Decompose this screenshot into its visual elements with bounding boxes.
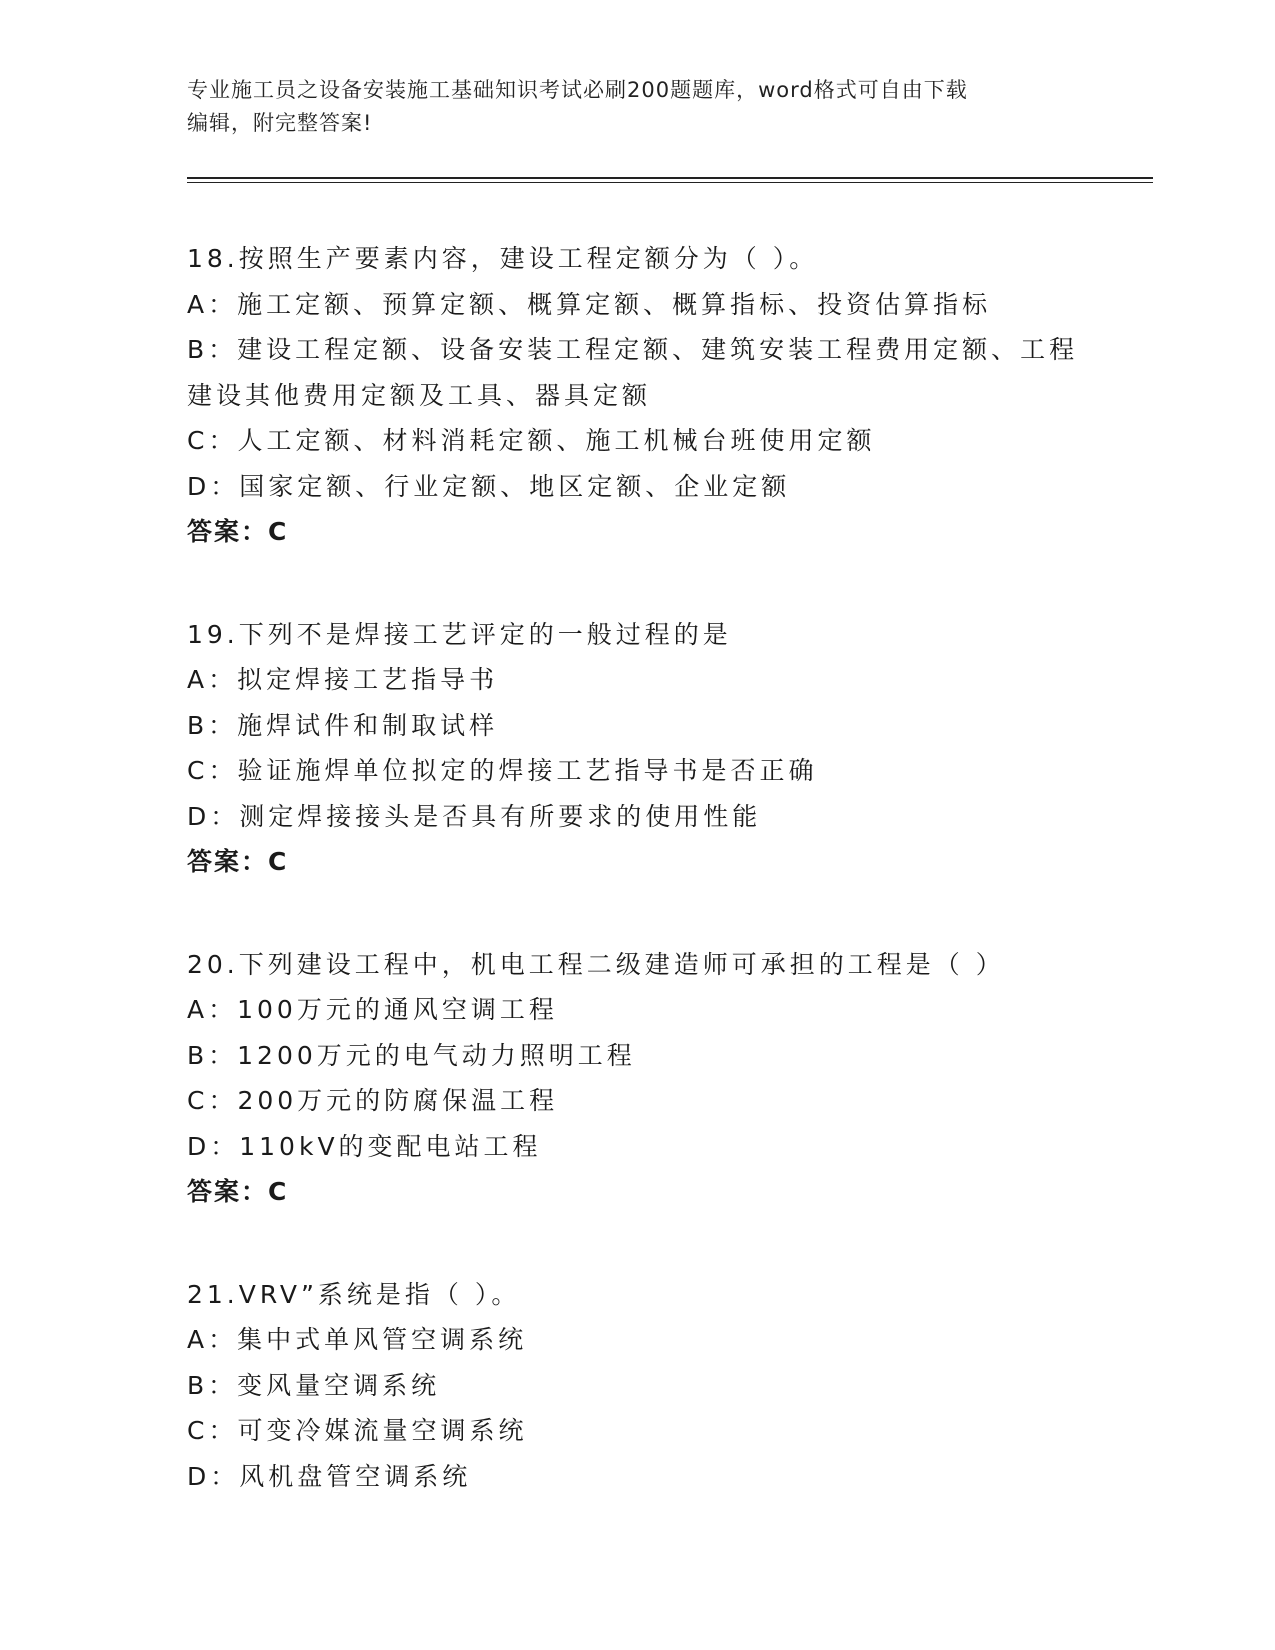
question-18 <box>187 236 1087 555</box>
header-divider-thin <box>187 182 1153 183</box>
header-divider-thick <box>187 177 1153 179</box>
option-b: B：建设工程定额、设备安装工程定额、建筑安装工程费用定额、工程 <box>187 335 1079 364</box>
option-b-continued: 建设其他费用定额及工具、器具定额 <box>187 380 652 410</box>
question-stem: 21.VRV”系统是指（ ）。 <box>187 1279 521 1309</box>
document-header <box>187 74 1087 140</box>
option-a: A：拟定焊接工艺指导书 <box>187 665 499 694</box>
option-d: D：风机盘管空调系统 <box>187 1461 472 1491</box>
option-a: A：集中式单风管空调系统 <box>187 1325 528 1354</box>
option-c: C：可变冷媒流量空调系统 <box>187 1416 528 1445</box>
question-20 <box>187 942 1087 1215</box>
header-title-line-1: 专业施工员之设备安装施工基础知识考试必刷200题题库，word格式可自由下载 <box>187 78 968 102</box>
question-19 <box>187 612 1087 885</box>
question-21 <box>187 1272 1087 1500</box>
answer-label: 答案：C <box>187 517 289 546</box>
option-c: C：验证施焊单位拟定的焊接工艺指导书是否正确 <box>187 756 818 785</box>
header-title-line-2: 编辑，附完整答案! <box>187 111 373 135</box>
option-c: C：人工定额、材料消耗定额、施工机械台班使用定额 <box>187 426 876 455</box>
answer-label: 答案：C <box>187 1177 289 1206</box>
option-d: D：测定焊接接头是否具有所要求的使用性能 <box>187 801 762 831</box>
answer-label: 答案：C <box>187 847 289 876</box>
option-b: B：施焊试件和制取试样 <box>187 710 499 740</box>
option-d: D：国家定额、行业定额、地区定额、企业定额 <box>187 471 791 501</box>
option-a: A：施工定额、预算定额、概算定额、概算指标、投资估算指标 <box>187 289 992 319</box>
option-d: D：110kV的变配电站工程 <box>187 1131 542 1161</box>
option-b: B：1200万元的电气动力照明工程 <box>187 1040 636 1070</box>
option-a: A：100万元的通风空调工程 <box>187 995 558 1024</box>
question-list <box>187 236 1087 1556</box>
option-b: B：变风量空调系统 <box>187 1370 441 1400</box>
question-stem: 20.下列建设工程中，机电工程二级建造师可承担的工程是（ ） <box>187 949 1005 979</box>
question-stem: 19.下列不是焊接工艺评定的一般过程的是 <box>187 619 732 649</box>
question-stem: 18.按照生产要素内容，建设工程定额分为（ ）。 <box>187 244 819 273</box>
option-c: C：200万元的防腐保温工程 <box>187 1086 559 1115</box>
